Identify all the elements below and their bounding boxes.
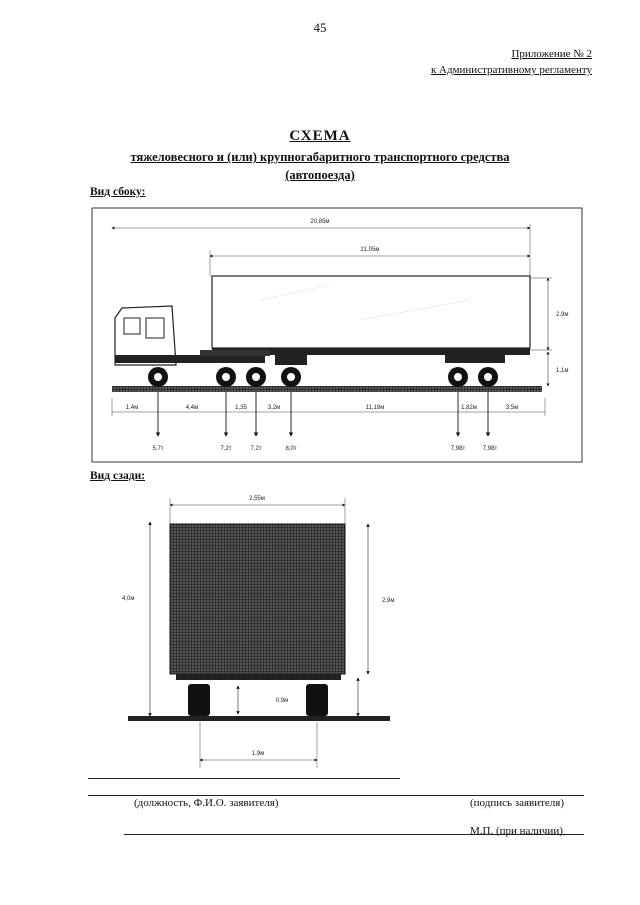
overall-length-label: 20,85м [310, 219, 330, 225]
signature-caption: (подпись заявителя) [470, 797, 565, 809]
axle-load-label: 8,0т [285, 446, 297, 452]
appendix-number: Приложение № 2 [511, 48, 592, 60]
spacing-label: 3,5м [505, 405, 519, 411]
rear-track-label: 1,9м [251, 751, 265, 757]
spacing-label: 1,4м [125, 405, 139, 411]
trailer-length-label: 21,05м [360, 247, 380, 253]
page-number: 45 [313, 20, 327, 35]
signature-line [88, 778, 400, 779]
spacing-label: 1,82м [461, 405, 477, 411]
rear-body-height-label: 2,9м [382, 598, 395, 604]
signature-line [88, 795, 584, 796]
body-height-label: 2,9м [556, 312, 569, 318]
axle-load-label: 7,2т [250, 446, 262, 452]
rear-width-label: 2,55м [249, 496, 265, 502]
axle-load-label: 7,2т [220, 446, 232, 452]
deck-height-label: 1,1м [556, 368, 569, 374]
position-caption: (должность, Ф.И.О. заявителя) [134, 797, 279, 809]
document-title: СХЕМА [289, 128, 351, 144]
rear-view-label: Вид сзади: [90, 470, 146, 482]
stamp-caption: М.П. (при наличии) [470, 825, 563, 837]
document-subtitle: тяжеловесного и (или) крупногабаритного транспортного средства [130, 150, 510, 164]
spacing-label: 1,35 [235, 405, 247, 411]
appendix-reference: к Административному регламенту [430, 64, 592, 76]
side-view-label: Вид сбоку: [90, 186, 146, 198]
rear-view-diagram [122, 496, 394, 768]
rear-clearance-label: 0,9м [275, 698, 289, 704]
axle-load-label: 7,98т [482, 446, 498, 452]
axle-load-label: 7,98т [450, 446, 466, 452]
rear-total-height-label: 4,0м [122, 596, 135, 602]
spacing-label: 11,18м [365, 405, 385, 411]
spacing-label: 3,2м [267, 405, 281, 411]
spacing-label: 4,4м [185, 405, 199, 411]
document-subtitle-2: (автопоезда) [285, 168, 355, 182]
axle-load-label: 5,7т [152, 446, 164, 452]
